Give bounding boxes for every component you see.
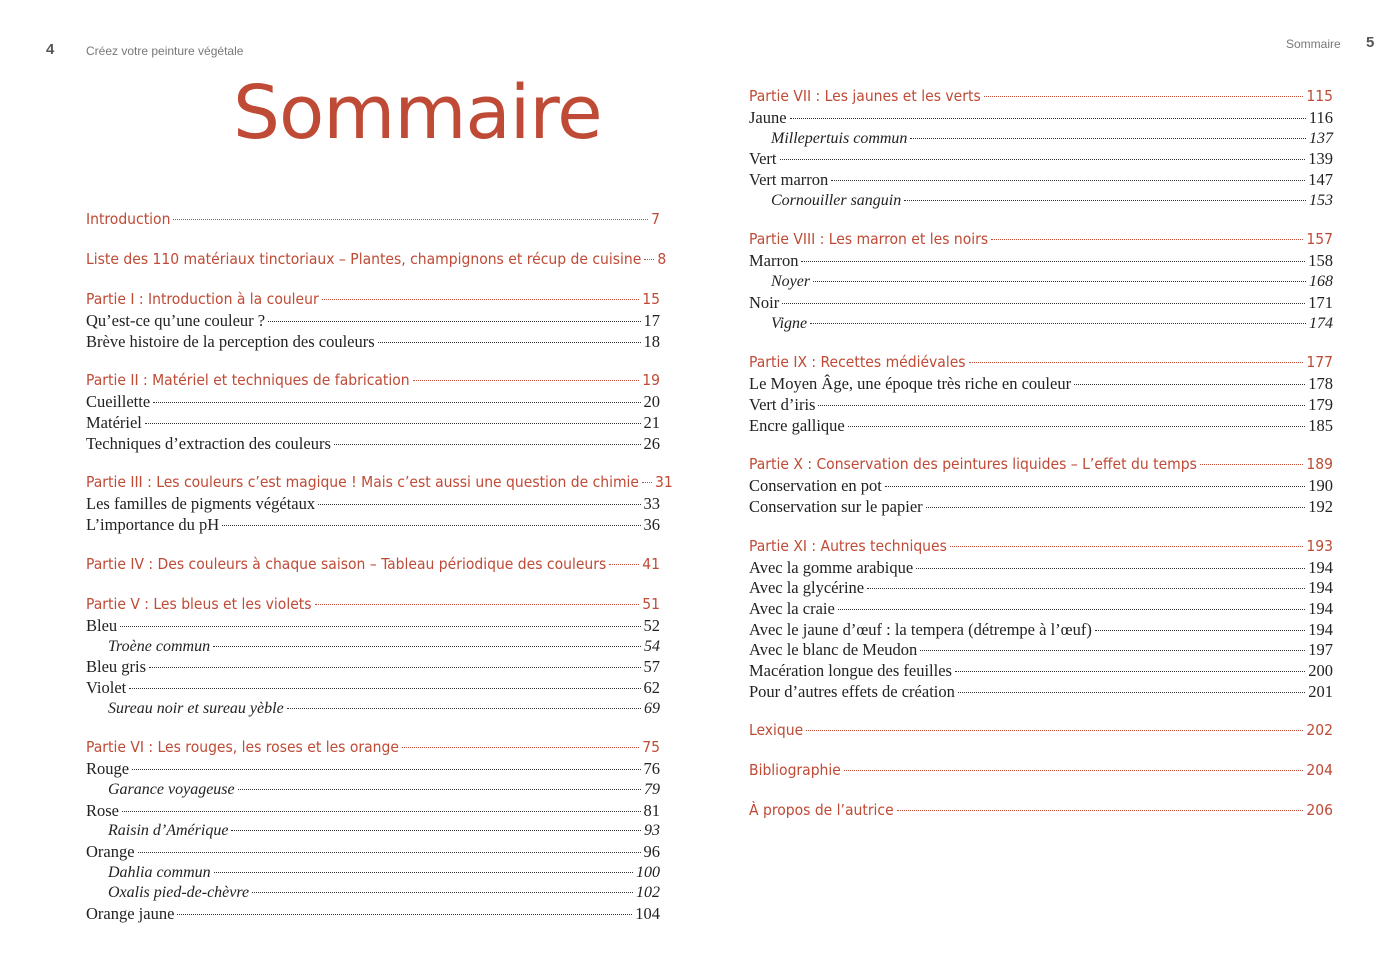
toc-entry-label: Millepertuis commun	[771, 129, 908, 147]
toc-dot-leader	[991, 239, 1303, 240]
toc-dot-leader	[378, 342, 641, 343]
toc-entry-label: Brève histoire de la perception des couleurs	[86, 331, 375, 351]
toc-part-entry	[86, 592, 660, 616]
toc-dot-leader	[910, 138, 1306, 139]
page-number: 5	[1366, 34, 1375, 51]
toc-page-number: 202	[1306, 721, 1333, 740]
toc-entry	[86, 780, 660, 801]
toc-entry-label: Partie IV : Des couleurs à chaque saison – Tableau périodique des couleurs	[86, 554, 607, 573]
toc-dot-leader	[132, 769, 640, 770]
toc-page-number: 17	[643, 311, 660, 330]
toc-entry	[86, 637, 660, 658]
toc-entry	[749, 314, 1333, 335]
toc-dot-leader	[782, 303, 1305, 304]
toc-page-number: 194	[1308, 599, 1333, 618]
toc-entry-label: Partie V : Les bleus et les violets	[86, 594, 312, 613]
toc-entry-label: Partie VII : Les jaunes et les verts	[749, 87, 981, 105]
toc-entry	[749, 272, 1333, 293]
running-head: Créez votre peinture végétale	[86, 44, 244, 58]
toc-dot-leader	[642, 482, 652, 483]
toc-dot-leader	[969, 362, 1304, 363]
toc-entry-label: Vert d’iris	[749, 394, 816, 414]
toc-page-number: 31	[655, 473, 673, 492]
toc-page-number: 75	[642, 738, 660, 757]
toc-entry-label: Introduction	[86, 210, 171, 228]
toc-page-number: 137	[1309, 129, 1333, 147]
toc-dot-leader	[149, 667, 640, 668]
toc-page-number: 157	[1306, 230, 1333, 249]
toc-page-number: 206	[1306, 801, 1333, 820]
toc-entry-label: Avec le blanc de Meudon	[749, 640, 918, 660]
toc-entry	[749, 682, 1333, 703]
toc-entry-label: Avec le jaune d’œuf : la tempera (détrempe à l’œuf)	[749, 619, 1092, 639]
toc-dot-leader	[831, 180, 1305, 181]
toc-part-entry	[749, 798, 1333, 822]
toc-page-number: 104	[635, 904, 660, 924]
toc-dot-leader	[790, 118, 1306, 119]
toc-page-number: 8	[657, 250, 667, 268]
toc-part-entry	[749, 84, 1333, 108]
toc-entry-label: Partie III : Les couleurs c’est magique ! Mais c’est aussi une question de chimie	[86, 473, 640, 492]
page-title: Sommaire	[233, 70, 602, 156]
toc-entry	[86, 699, 660, 720]
toc-entry	[86, 413, 660, 434]
toc-dot-leader	[268, 321, 640, 322]
toc-entry-label: Partie VI : Les rouges, les roses et les orange	[86, 738, 399, 757]
toc-entry-label: Partie X : Conservation des peintures liquides – L’effet du temps	[749, 455, 1197, 474]
toc-page-number: 171	[1308, 292, 1333, 312]
toc-entry-label: Oxalis pied-de-chèvre	[108, 884, 250, 902]
toc-entry	[749, 599, 1333, 620]
toc-entry-label: Partie XI : Autres techniques	[749, 536, 947, 555]
toc-entry	[749, 129, 1333, 150]
toc-page-number: 57	[643, 657, 660, 677]
toc-dot-leader	[129, 688, 640, 689]
toc-dot-leader	[920, 650, 1305, 651]
toc-entry	[86, 311, 660, 332]
toc-entry-label: Partie IX : Recettes médiévales	[749, 353, 966, 372]
toc-page-number: 179	[1308, 394, 1333, 414]
toc-part-entry	[749, 718, 1333, 742]
toc-page-number: 18	[643, 331, 660, 351]
toc-entry-label: Macération longue des feuilles	[749, 661, 952, 681]
toc-part-entry	[86, 552, 660, 576]
toc-entry-label: Conservation en pot	[749, 476, 882, 496]
toc-page-number: 153	[1309, 191, 1333, 209]
toc-entry	[749, 578, 1333, 599]
toc-dot-leader	[315, 604, 640, 605]
toc-page-number: 174	[1309, 314, 1333, 332]
toc-entry	[86, 759, 660, 780]
toc-entry	[749, 251, 1333, 272]
toc-dot-leader	[322, 299, 640, 300]
toc-page-number: 62	[643, 677, 660, 697]
toc-page-number: 201	[1308, 681, 1333, 701]
toc-page-number: 20	[643, 392, 660, 412]
toc-dot-leader	[334, 444, 641, 445]
toc-page-number: 139	[1308, 149, 1333, 169]
toc-dot-leader	[801, 261, 1305, 262]
toc-part-entry	[749, 758, 1333, 782]
toc-entry	[86, 515, 660, 536]
toc-entry-label: Pour d’autres effets de création	[749, 681, 955, 701]
toc-dot-leader	[214, 872, 633, 873]
toc-entry-label: Rose	[86, 800, 119, 820]
toc-entry-label: Partie II : Matériel et techniques de fabrication	[86, 371, 410, 390]
toc-dot-leader	[402, 747, 639, 748]
toc-entry-label: Bibliographie	[749, 761, 841, 780]
toc-page-number: 51	[642, 594, 660, 613]
toc-page-number: 15	[642, 290, 660, 308]
toc-entry	[749, 191, 1333, 212]
toc-entry	[86, 883, 660, 904]
toc-entry	[749, 476, 1333, 497]
toc-entry-label: Vert marron	[749, 170, 829, 190]
toc-entry	[749, 374, 1333, 395]
toc-entry	[749, 395, 1333, 416]
toc-page-number: 194	[1308, 619, 1333, 639]
toc-entry-label: Garance voyageuse	[108, 780, 235, 798]
toc-page-number: 100	[636, 863, 660, 881]
toc-dot-leader	[926, 507, 1306, 508]
toc-dot-leader	[813, 281, 1306, 282]
toc-page-number: 147	[1308, 170, 1333, 190]
toc-entry	[86, 616, 660, 637]
toc-page-number: 204	[1306, 761, 1333, 780]
toc-entry-label: Bleu gris	[86, 657, 147, 677]
toc-entry	[749, 661, 1333, 682]
toc-dot-leader	[955, 671, 1305, 672]
toc-page-number: 7	[651, 210, 660, 228]
toc-dot-leader	[984, 96, 1304, 97]
toc-dot-leader	[138, 852, 641, 853]
toc-dot-leader	[145, 423, 641, 424]
toc-dot-leader	[885, 486, 1305, 487]
toc-page-number: 102	[636, 884, 660, 902]
toc-dot-leader	[177, 914, 632, 915]
toc-page-number: 200	[1308, 661, 1333, 681]
toc-page-number: 76	[643, 759, 660, 779]
toc-list-right	[749, 84, 1333, 822]
toc-entry	[749, 293, 1333, 314]
toc-entry-label: Le Moyen Âge, une époque très riche en couleur	[749, 374, 1072, 394]
toc-part-entry	[86, 368, 660, 392]
toc-entry	[86, 332, 660, 353]
toc-page-number: 96	[643, 842, 660, 861]
toc-part-entry	[86, 735, 660, 759]
toc-entry	[86, 657, 660, 678]
toc-page-number: 194	[1308, 557, 1333, 577]
toc-entry-label: Conservation sur le papier	[749, 496, 923, 516]
toc-list-left	[86, 207, 673, 925]
toc-dot-leader	[231, 830, 641, 831]
toc-entry-label: Orange	[86, 842, 135, 861]
toc-dot-leader	[780, 159, 1306, 160]
toc-page-number: 36	[643, 515, 660, 535]
toc-entry	[86, 842, 660, 863]
toc-page-number: 69	[644, 699, 660, 717]
toc-entry-label: L’importance du pH	[86, 515, 220, 535]
toc-page-number: 116	[1308, 108, 1333, 127]
toc-entry-label: Avec la craie	[749, 599, 835, 618]
toc-entry-label: Partie VIII : Les marron et les noirs	[749, 230, 989, 249]
toc-page-number: 190	[1308, 476, 1333, 496]
toc-entry	[86, 821, 660, 842]
toc-dot-leader	[950, 546, 1304, 547]
toc-page-number: 185	[1308, 415, 1333, 435]
toc-dot-leader	[173, 219, 648, 220]
toc-page-number: 21	[643, 413, 660, 433]
toc-part-entry	[749, 452, 1333, 476]
toc-entry	[749, 149, 1333, 170]
toc-entry	[749, 497, 1333, 518]
toc-dot-leader	[838, 609, 1305, 610]
toc-entry-label: Partie I : Introduction à la couleur	[86, 290, 319, 308]
toc-entry-label: Vigne	[771, 314, 808, 332]
toc-entry-label: Avec la glycérine	[749, 578, 865, 598]
toc-entry-label: Noyer	[771, 273, 811, 291]
toc-entry	[86, 863, 660, 884]
toc-entry-label: Avec la gomme arabique	[749, 557, 914, 577]
toc-page-number: 81	[643, 800, 660, 820]
toc-entry-label: Jaune	[749, 108, 787, 127]
toc-entry	[86, 434, 660, 455]
running-head: Sommaire	[1286, 37, 1341, 51]
toc-dot-leader	[153, 402, 640, 403]
toc-entry-label: Troène commun	[108, 637, 211, 655]
toc-entry-label: Sureau noir et sureau yèble	[108, 699, 284, 717]
toc-part-entry	[749, 350, 1333, 374]
toc-dot-leader	[609, 564, 639, 565]
toc-entry	[86, 494, 660, 515]
toc-page-number: 197	[1308, 640, 1333, 660]
toc-entry	[749, 108, 1333, 129]
toc-dot-leader	[844, 770, 1304, 771]
toc-dot-leader	[1200, 464, 1303, 465]
toc-entry-label: Raisin d’Amérique	[108, 822, 229, 840]
toc-page-number: 33	[643, 494, 660, 514]
toc-page-number: 93	[644, 822, 660, 840]
toc-page-number: 19	[642, 371, 660, 390]
toc-dot-leader	[287, 708, 641, 709]
toc-entry-label: Encre gallique	[749, 415, 845, 435]
toc-dot-leader	[897, 810, 1304, 811]
toc-dot-leader	[413, 380, 640, 381]
toc-page-number: 177	[1306, 353, 1333, 372]
toc-entry-label: Vert	[749, 149, 777, 169]
toc-part-entry	[749, 227, 1333, 251]
toc-dot-leader	[222, 525, 640, 526]
right-page	[700, 0, 1400, 980]
toc-page-number: 79	[644, 780, 660, 798]
toc-entry-label: Les familles de pigments végétaux	[86, 494, 316, 514]
toc-page-number: 26	[643, 433, 660, 453]
toc-part-entry	[86, 470, 673, 494]
toc-page-number: 189	[1306, 455, 1333, 474]
toc-entry	[86, 801, 660, 822]
toc-part-entry	[749, 534, 1333, 558]
toc-dot-leader	[958, 692, 1305, 693]
toc-dot-leader	[916, 568, 1305, 569]
toc-entry	[749, 640, 1333, 661]
toc-dot-leader	[1095, 630, 1305, 631]
toc-entry-label: Techniques d’extraction des couleurs	[86, 433, 331, 453]
toc-entry-label: Rouge	[86, 759, 130, 779]
toc-dot-leader	[806, 730, 1303, 731]
toc-entry	[86, 678, 660, 699]
toc-page-number: 193	[1306, 536, 1333, 555]
toc-dot-leader	[318, 504, 640, 505]
toc-entry	[749, 416, 1333, 437]
toc-entry-label: Bleu	[86, 615, 118, 635]
toc-entry-label: Matériel	[86, 413, 142, 433]
toc-entry-label: Cueillette	[86, 392, 151, 412]
toc-page-number: 192	[1308, 496, 1333, 516]
toc-page-number: 115	[1306, 87, 1333, 105]
toc-entry-label: Violet	[86, 677, 127, 697]
toc-dot-leader	[644, 259, 654, 260]
toc-page-number: 178	[1308, 374, 1333, 394]
toc-entry-label: Marron	[749, 251, 799, 271]
toc-part-entry	[86, 207, 660, 231]
toc-entry	[86, 904, 660, 925]
toc-entry-label: Cornouiller sanguin	[771, 191, 902, 209]
toc-dot-leader	[213, 646, 641, 647]
toc-entry-label: Liste des 110 matériaux tinctoriaux – Plantes, champignons et récup de cuisine	[86, 250, 642, 268]
toc-entry-label: À propos de l’autrice	[749, 801, 894, 820]
toc-dot-leader	[238, 789, 641, 790]
toc-page-number: 52	[643, 615, 660, 635]
toc-entry	[749, 620, 1333, 641]
toc-dot-leader	[848, 426, 1306, 427]
toc-entry-label: Noir	[749, 292, 780, 312]
toc-entry-label: Orange jaune	[86, 904, 175, 924]
toc-dot-leader	[904, 200, 1306, 201]
toc-dot-leader	[867, 588, 1305, 589]
toc-entry	[86, 392, 660, 413]
toc-dot-leader	[120, 626, 640, 627]
toc-dot-leader	[1074, 384, 1305, 385]
toc-entry-label: Qu’est-ce qu’une couleur ?	[86, 311, 266, 330]
page-number: 4	[46, 41, 55, 58]
toc-dot-leader	[810, 323, 1306, 324]
toc-page-number: 54	[644, 637, 660, 655]
toc-entry	[749, 558, 1333, 579]
toc-page-number: 41	[642, 554, 660, 573]
toc-part-entry	[86, 287, 660, 311]
toc-entry-label: Lexique	[749, 721, 804, 740]
toc-entry	[749, 170, 1333, 191]
toc-entry-label: Dahlia commun	[108, 863, 211, 881]
toc-dot-leader	[252, 892, 633, 893]
toc-dot-leader	[122, 811, 641, 812]
toc-page-number: 158	[1308, 251, 1333, 271]
toc-part-entry	[86, 247, 667, 271]
toc-page-number: 168	[1309, 273, 1333, 291]
toc-page-number: 194	[1308, 578, 1333, 598]
toc-dot-leader	[818, 405, 1305, 406]
